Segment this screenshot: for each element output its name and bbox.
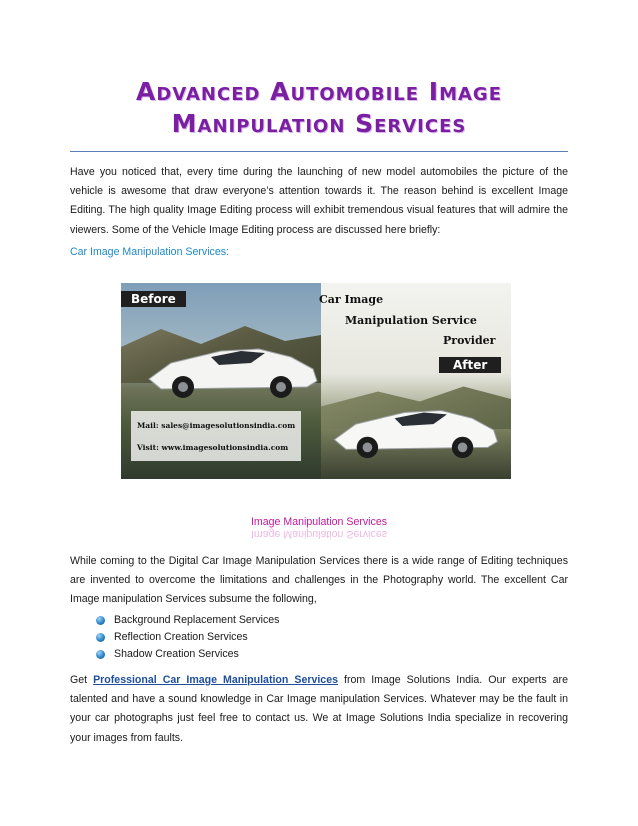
after-label: After xyxy=(439,357,501,373)
list-item-label: Background Replacement Services xyxy=(114,614,280,626)
figure-title-line-2: Manipulation Service xyxy=(345,314,477,327)
page-title-line-1: Advanced Automobile Image xyxy=(135,77,502,106)
contact-visit: Visit: www.imagesolutionsindia.com xyxy=(137,443,289,452)
services-link[interactable]: Professional Car Image Manipulation Services xyxy=(93,674,338,686)
services-list xyxy=(96,612,279,664)
section-subheading: Car Image Manipulation Services: xyxy=(70,246,229,258)
bullet-icon xyxy=(96,633,105,642)
figure-caption-reflection: Image Manipulation Services xyxy=(250,528,388,540)
closing-prefix: Get xyxy=(70,674,94,686)
list-item-label: Reflection Creation Services xyxy=(114,631,248,644)
figure-title-line-3: Provider xyxy=(443,334,496,347)
list-item xyxy=(96,629,279,646)
figure-title-line-1: Car Image xyxy=(319,293,384,306)
bullet-icon xyxy=(96,616,105,625)
closing-text: from Image Solutions India. Our experts are talented and have a sound knowledge in Car Image manipulation Services. Whatever may be the fault in your car photographs just feel free to contact us. We at Image Solutions India specialize in recovering your images from faults. xyxy=(70,674,568,744)
contact-box xyxy=(131,411,301,461)
list-item xyxy=(96,612,279,629)
page-title xyxy=(70,76,568,140)
closing-paragraph xyxy=(70,671,568,748)
figure-caption: Image Manipulation Services xyxy=(250,516,388,528)
list-item xyxy=(96,646,279,663)
contact-mail: Mail: sales@imagesolutionsindia.com xyxy=(137,421,296,430)
body-paragraph: While coming to the Digital Car Image Manipulation Services there is a wide range of Editing techniques are invented to overcome the limitations and challenges in the Photography world. The excellent Car Image manipulation Services subsume the following, xyxy=(70,555,568,606)
bullet-icon xyxy=(96,650,105,659)
before-label: Before xyxy=(121,291,186,307)
title-divider xyxy=(70,151,568,152)
car-before-icon xyxy=(141,333,321,401)
page-title-line-2: Manipulation Services xyxy=(171,109,467,138)
car-after-icon xyxy=(326,395,502,461)
list-item-label: Shadow Creation Services xyxy=(114,648,239,661)
intro-paragraph: Have you noticed that, every time during the launching of new model automobiles the picture of the vehicle is awesome that draw everyone’s attention towards it. The reason behind is excellent Image Editing. The high quality Image Editing process will exhibit tremendous visual features that will admire the viewers. Some of the Vehicle Image Editing process are discussed here briefly: xyxy=(70,166,568,236)
before-after-figure xyxy=(121,283,511,479)
